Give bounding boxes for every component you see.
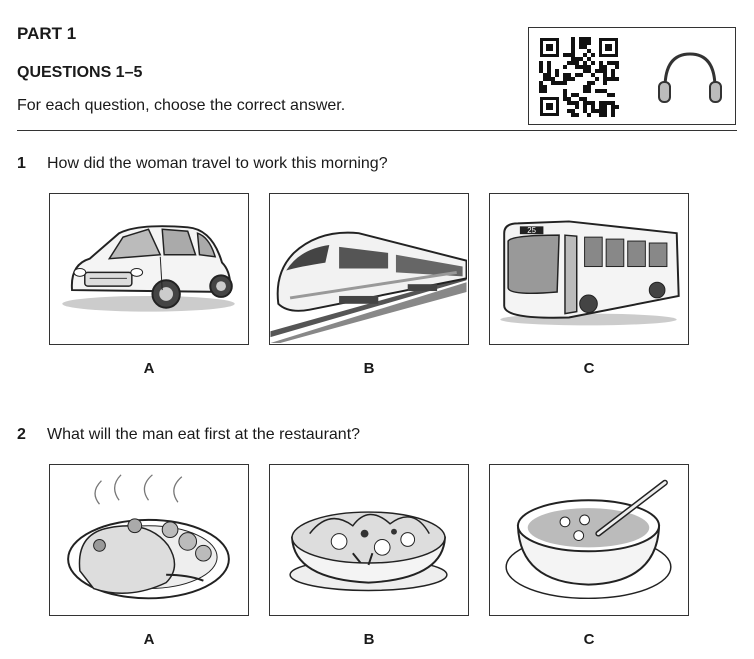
q1-option-a-picture[interactable] xyxy=(49,193,249,345)
question-1-number: 1 xyxy=(17,155,26,172)
q1-option-c-picture[interactable] xyxy=(489,193,689,345)
question-2-text: What will the man eat first at the restaurant? xyxy=(47,426,361,443)
header-divider xyxy=(17,130,737,131)
bus-picture xyxy=(490,194,687,343)
q1-option-b-picture[interactable] xyxy=(269,193,469,345)
q2-option-c-picture[interactable] xyxy=(489,464,689,616)
q2-option-b-label[interactable]: B xyxy=(363,631,375,648)
q1-option-a-label[interactable]: A xyxy=(143,360,155,377)
instruction-text: For each question, choose the correct answer. xyxy=(17,97,346,114)
part-title: PART 1 xyxy=(17,24,77,43)
roast-chicken-picture xyxy=(50,465,247,614)
question-1-text: How did the woman travel to work this morning? xyxy=(47,155,388,172)
train-picture xyxy=(270,194,467,343)
questions-range: QUESTIONS 1–5 xyxy=(17,64,143,81)
q2-option-a-label[interactable]: A xyxy=(143,631,155,648)
q2-option-a-picture[interactable] xyxy=(49,464,249,616)
question-2-number: 2 xyxy=(17,426,26,443)
bus-route-number: 25 xyxy=(527,226,537,236)
headphones-icon xyxy=(655,48,725,108)
q1-option-b-label[interactable]: B xyxy=(363,360,375,377)
q2-option-c-label[interactable]: C xyxy=(583,631,595,648)
car-picture xyxy=(50,194,247,343)
q2-option-b-picture[interactable] xyxy=(269,464,469,616)
salad-picture xyxy=(270,465,467,614)
audio-box xyxy=(528,27,736,125)
soup-picture xyxy=(490,465,687,614)
qr-code-icon[interactable] xyxy=(539,37,619,117)
q1-option-c-label[interactable]: C xyxy=(583,360,595,377)
